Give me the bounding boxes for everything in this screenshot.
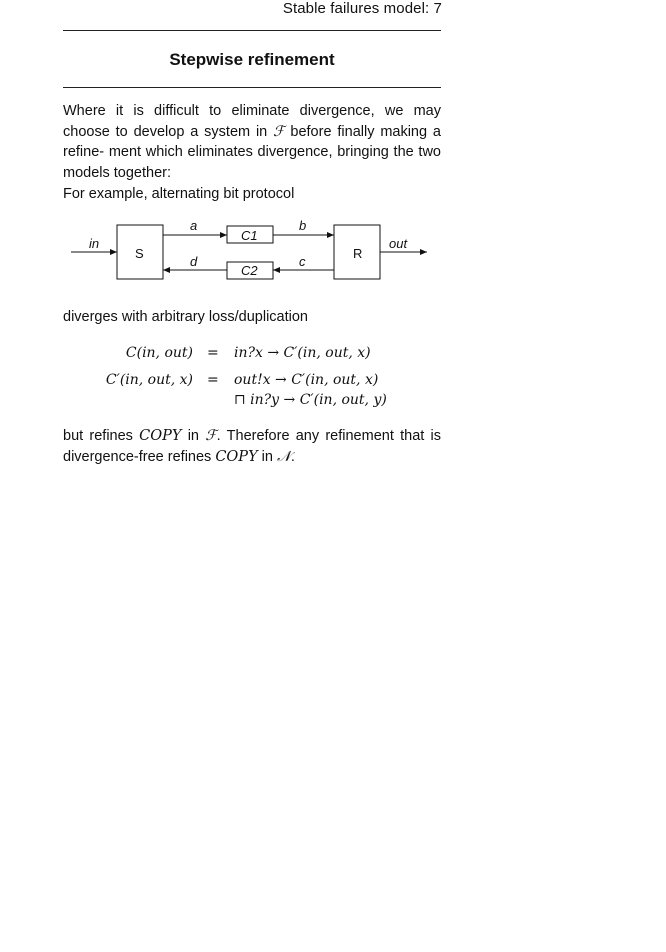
equation-2-rhs: out!x → C′(in, out, x) <box>234 372 379 388</box>
channel1-label: C1 <box>241 228 258 243</box>
channel-a-label: a <box>190 218 198 233</box>
equation-1-rhs: in?x → C′(in, out, x) <box>234 345 371 361</box>
output-label: out <box>389 236 408 251</box>
equation-1-lhs: C(in, out) <box>125 345 193 361</box>
running-header: Stable failures model: 7 <box>282 0 442 17</box>
failures-model-symbol-2: ℱ <box>205 428 217 444</box>
equation-row-1 <box>63 342 441 364</box>
channel-b-label: b <box>299 218 307 233</box>
channel-d-label: d <box>190 254 198 269</box>
conclusion-text-b: in <box>181 428 206 444</box>
copy-process-name-2: COPY <box>215 448 258 465</box>
equation-row-3 <box>63 389 441 411</box>
failures-model-symbol: ℱ <box>273 123 285 140</box>
intro-text-rest: before finally making a refine- ment which eliminates divergence, bringing the two models together: <box>63 123 441 181</box>
example-line: For example, alternating bit protocol <box>63 186 295 202</box>
equation-1-equals: = <box>207 345 219 361</box>
channel2-label: C2 <box>241 263 258 278</box>
slide-title: Stepwise refinement <box>169 50 335 69</box>
input-label: in <box>89 236 100 251</box>
receiver-label: R <box>353 246 363 261</box>
conclusion-text-e: . <box>290 448 295 465</box>
diverges-line: diverges with arbitrary loss/duplication <box>63 309 308 325</box>
equation-3-rhs: ⊓ in?y → C′(in, out, y) <box>234 392 387 408</box>
conclusion-text-a: but refines <box>63 428 140 444</box>
conclusion-text-d: in <box>257 448 277 465</box>
copy-process-name: COPY <box>139 428 182 444</box>
equation-2-lhs: C′(in, out, x) <box>105 372 193 388</box>
conclusion-paragraph <box>63 426 441 467</box>
top-rule <box>63 30 441 31</box>
equation-2-equals: = <box>207 372 219 388</box>
sender-label: S <box>135 246 144 261</box>
intro-text: Where it is difficult to eliminate divergence, we may choose to develop a system in <box>63 103 441 140</box>
failures-divergences-model-symbol: 𝒩 <box>276 448 291 465</box>
equation-row-2 <box>63 369 441 391</box>
conclusion-text-c: . Therefore any refinement that is divergence-free refines <box>63 428 441 465</box>
intro-paragraph <box>63 101 441 183</box>
alternating-bit-protocol-diagram <box>63 214 441 286</box>
equation-block <box>63 342 441 412</box>
channel-c-label: c <box>299 254 306 269</box>
title-rule <box>63 87 441 88</box>
